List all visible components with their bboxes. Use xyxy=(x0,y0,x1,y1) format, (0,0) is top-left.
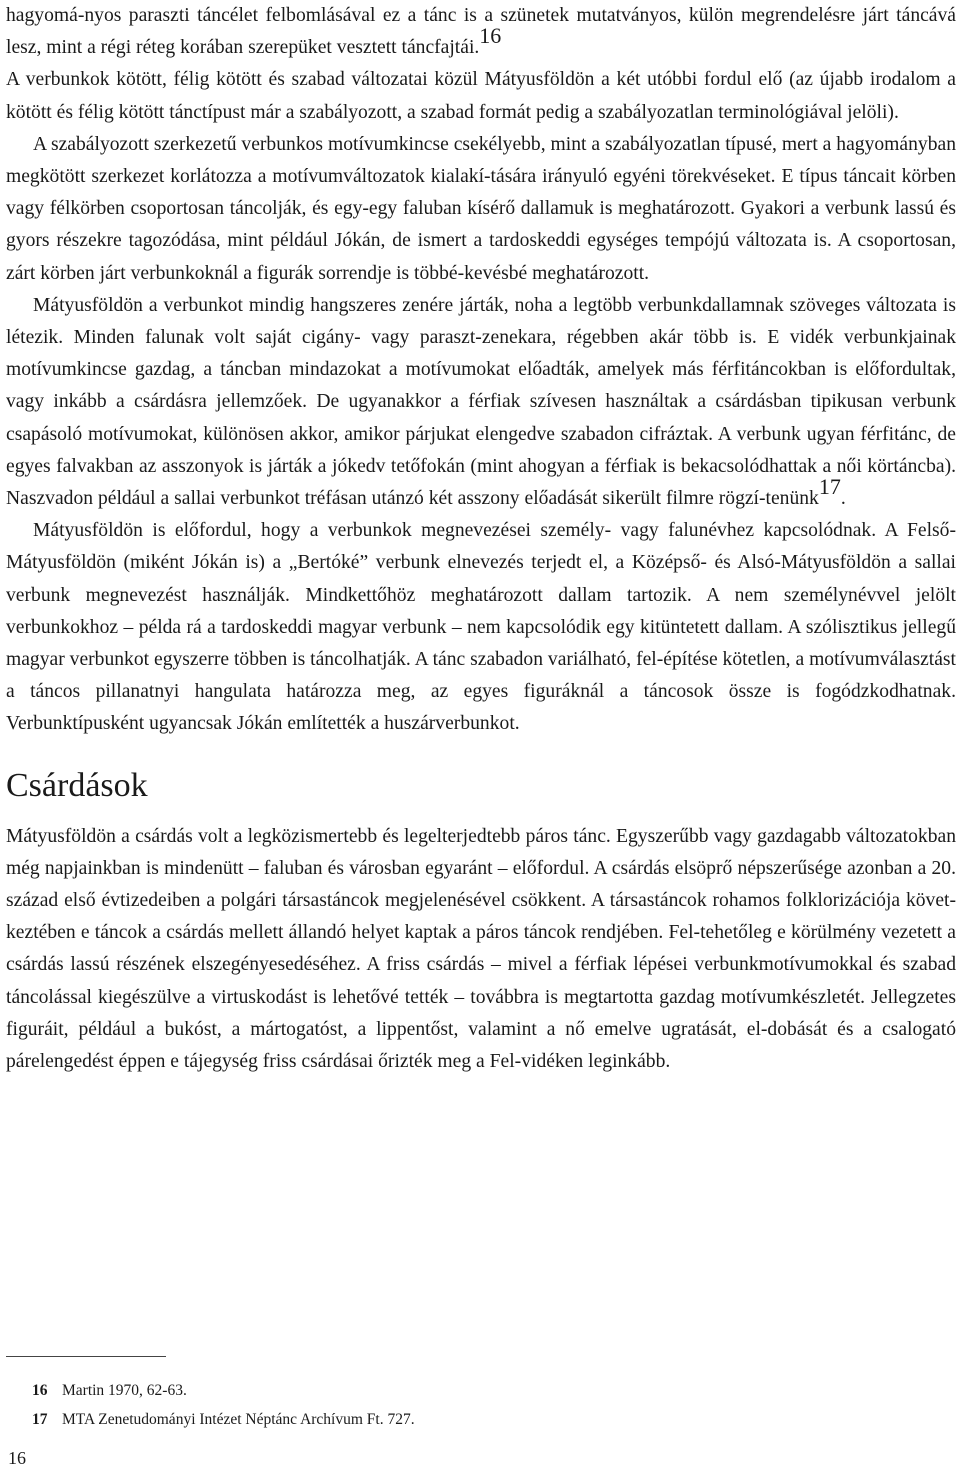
footnote-17 xyxy=(32,1405,932,1434)
paragraph-4-text: Mátyusföldön a verbunkot mindig hangszeres zenére járták, noha a legtöbb verbunkdallamnak szöveges változata is létezik. Minden falunak volt saját cigány- vagy paraszt-zenekara, régebben akár több is. E vidék verbunkjainak motívumkincse gazdag, a táncban mindazokat a motívumokat előadták, amelyek más férfitáncokban is előfordultak, vagy inkább a csárdásra jellemzőek. De ugyanakkor a férfiak szívesen használtak a csárdásban tipikusan verbunk csapásoló motívumokat, különösen akkor, amikor párjukat elengedve szabadon cifráztak. A verbunk ugyan férfitánc, de egyes falvakban az asszonyok is járták a jókedv tetőfokán (mint ahogyan a férfiak is bekacsolódhattak a női körtáncba). Naszvadon például a sallai verbunkot tréfásan utánzó két asszony előadását sikerült filmre rögzí-tenünk xyxy=(6,294,956,510)
footnote-ref-17[interactable]: 17 xyxy=(818,474,841,500)
section-heading: Csárdások xyxy=(6,766,148,804)
footnote-number: 17 xyxy=(32,1411,48,1428)
footnote-ref-16[interactable]: 16 xyxy=(479,23,502,49)
footnote-text: Martin 1970, 62-63. xyxy=(62,1382,187,1399)
paragraph-6: Mátyusföldön a csárdás volt a legközismertebb és legelterjedtebb páros tánc. Egyszerűbb vagy gazdagabb változatokban még napjainkban is mindenütt – faluban és városban egyaránt – előfordul. A csárdás elsöprő népszerűsége azonban a 20. század első évtizedeiben a polgári társastáncok megjelenésével csökkent. A társastáncok rohamos folklorizációja követ-keztében e táncok a csárdás mellett állandó helyet kaptak a páros táncok rendjében. Fel-tehetőleg e körülmény vezetett a csárdás lassú részének elszegényesedéséhez. A friss csárdás – mivel a férfiak lépései verbunkmotívumokkal és szabad táncolással kiegészülve a virtuskodást is lehetővé tették – továbbra is megtartotta gazdag motívumkészletét. Jellegzetes figuráit, például a bukóst, a mártogatóst, a lippentőst, valamint a nő emelve ugratását, el-dobását és a csalogató párelengedést éppen e tájegység friss csárdásai őrizték meg a Fel-vidéken leginkább. xyxy=(6,825,956,1073)
paragraph-3: A szabályozott szerkezetű verbunkos motívumkincse csekélyebb, mint a szabályozatlan típusé, mert a hagyományban megkötött szerkezet korlátozza a motívumváltozatok kialakí-tására irányuló egyéni törekvéseket. E típus táncait körben vagy félkörben csoportosan táncolják, és egy-egy faluban kísérő dallamuk is meghatározott. Gyakori a verbunk lassú és gyors részekre tagozódása, mint például Jókán, de ismert a tardoskeddi egységes tempójú változata is. A csoportosan, zárt körben járt verbunkoknál a figurák sorrendje is többé-kevésbé meghatározott. xyxy=(6,133,956,284)
paragraph-1 xyxy=(6,0,956,64)
footnote-number: 16 xyxy=(32,1382,48,1399)
paragraph-1-text: hagyomá-nyos paraszti táncélet felbomlásával ez a tánc is a szünetek mutatványos, külön megrendelésre járt táncává lesz, mint a régi réteg korában szerepüket vesztett táncfajtái. xyxy=(6,5,956,59)
page-body xyxy=(6,0,956,1078)
footnotes xyxy=(32,1376,932,1434)
footnote-16 xyxy=(32,1376,932,1405)
footnote-text: MTA Zenetudományi Intézet Néptánc Archívum Ft. 727. xyxy=(62,1411,415,1428)
paragraph-4 xyxy=(6,290,956,515)
paragraph-5: Mátyusföldön is előfordul, hogy a verbunkok megnevezései személy- vagy falunévhez kapcsolódnak. A Felső-Mátyusföldön (miként Jókán is) a „Bertóké” verbunk elnevezés terjedt el, a Középső- és Alsó-Mátyusföldön a sallai verbunk megnevezést használják. Mindkettőhöz meghatározott dallam tartozik. A nem személynévvel jelölt verbunkokhoz – példa rá a tardoskeddi magyar verbunk – nem kapcsolódik egy kitüntetett dallam. A szólisztikus jellegű magyar verbunkot egyszerre többen is táncolhatják. A tánc szabadon variálható, fel-építése kötetlen, a motívumválasztást a táncos pillanatnyi hangulata határozza meg, az egyes figuráknál a táncosok össze is fogódzkodhatnak. Verbunktípusként ugyancsak Jókán említették a huszárverbunkot. xyxy=(6,520,956,735)
footnote-divider xyxy=(6,1356,166,1357)
paragraph-2: A verbunkok kötött, félig kötött és szabad változatai közül Mátyusföldön a két utóbbi fordul elő (az újabb irodalom a kötött és félig kötött tánctípust már a szabályozott, a szabad formát pedig a szabályozatlan terminológiával jelöli). xyxy=(6,69,956,123)
paragraph-4-tail: . xyxy=(840,488,846,510)
page-number: 16 xyxy=(8,1448,26,1468)
